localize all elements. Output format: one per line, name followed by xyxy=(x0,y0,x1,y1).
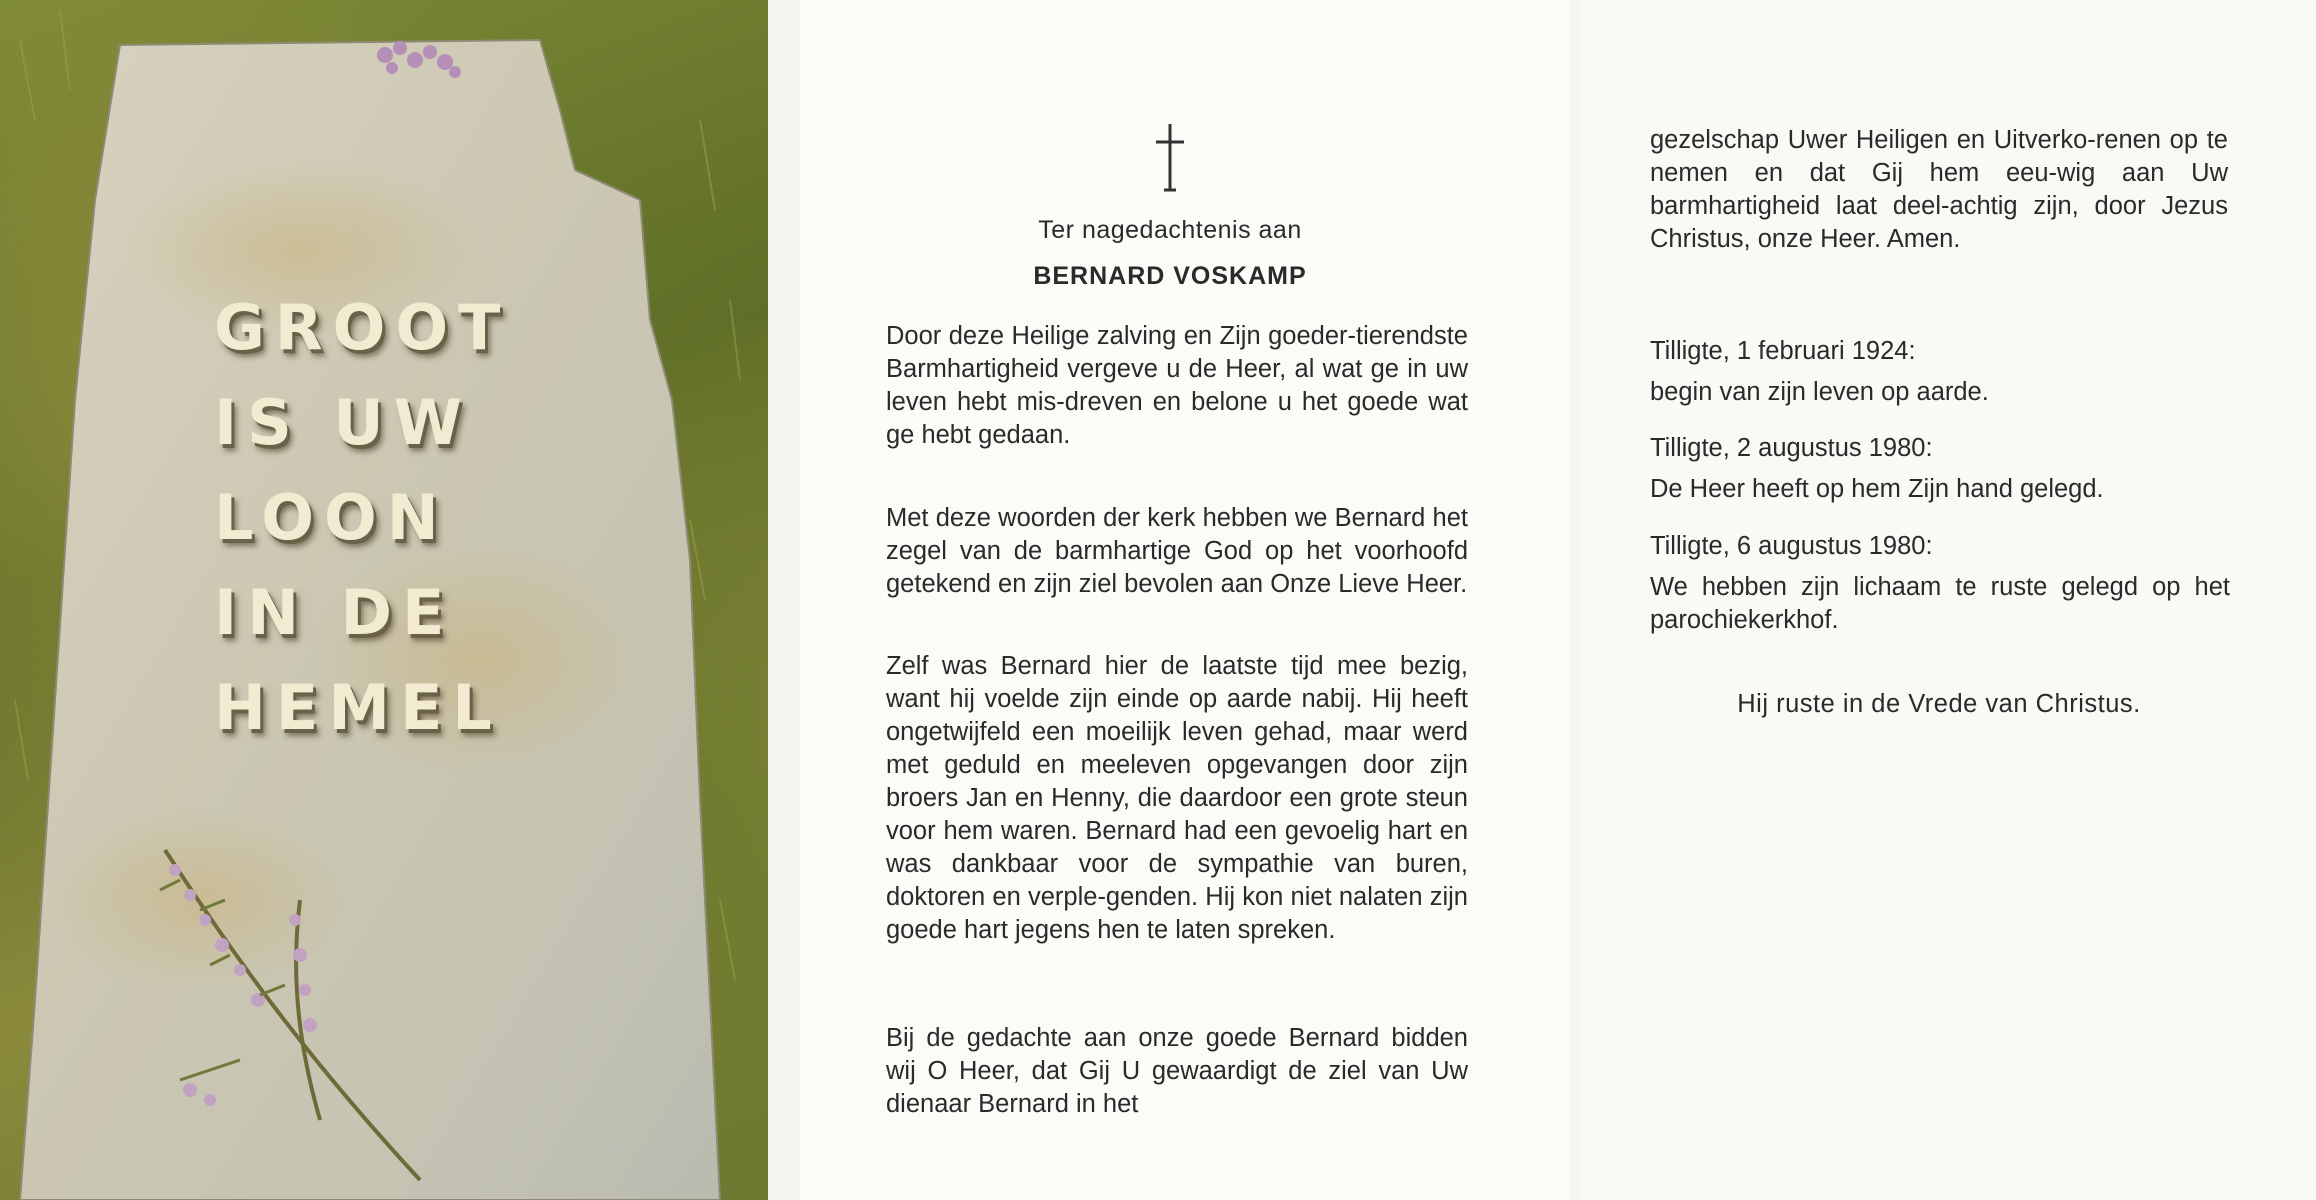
paragraph-4: Bij de gedachte aan onze goede Bernard bidden wij O Heer, dat Gij U gewaardigt de ziel van Uw dienaar Bernard in het xyxy=(886,1024,1468,1118)
paragraph-3: Zelf was Bernard hier de laatste tijd mee bezig, want hij voelde zijn einde op aarde nabij. Hij heeft ongetwijfeld een moeilijk leven gehad, maar werd met geduld en meeleven opgevangen door zijn broers Jan en Henny, die daardoor een grote steun voor hem waren. Bernard had een gevoelig hart en was dankbaar voor de sympathie van buren, doktoren en verple-genden. Hij kon niet nalaten zijn goede hart jegens hen te laten spreken. xyxy=(886,652,1468,944)
intro-heading: Ter nagedachtenis aan xyxy=(1038,216,1302,244)
inscription-line: LOON xyxy=(214,481,449,554)
date-death-text: De Heer heeft op hem Zijn hand gelegd. xyxy=(1650,475,2104,503)
inscription-line: GROOT xyxy=(214,291,511,364)
date-burial-text: We hebben zijn lichaam te ruste gelegd op het parochiekerkhof. xyxy=(1650,573,2230,634)
paragraph-2: Met deze woorden der kerk hebben we Bernard het zegel van de barmhartige God op het voorhoofd getekend en zijn ziel bevolen aan Onze Lieve Heer. xyxy=(886,504,1468,598)
date-birth-text: begin van zijn leven op aarde. xyxy=(1650,378,1989,406)
date-death: Tilligte, 2 augustus 1980: xyxy=(1650,434,1933,462)
inscription-line: HEMEL xyxy=(214,671,502,744)
date-birth: Tilligte, 1 februari 1924: xyxy=(1650,337,1916,365)
paragraph-1: Door deze Heilige zalving en Zijn goeder-tierendste Barmhartigheid vergeve u de Heer, al wat ge in uw leven hebt mis-dreven en belone u het goede wat ge hebt gedaan. xyxy=(886,322,1468,449)
prayer-continuation: gezelschap Uwer Heiligen en Uitverko-renen op te nemen en dat Gij hem eeu-wig aan Uw barmhartigheid laat deel-achtig zijn, door Jezus Christus, onze Heer. Amen. xyxy=(1650,126,2228,253)
closing-line: Hij ruste in de Vrede van Christus. xyxy=(1737,690,2141,718)
latin-cross-icon xyxy=(1150,122,1190,192)
inscription-line: IN DE xyxy=(214,576,455,649)
memorial-photo xyxy=(0,0,768,1200)
inscription-line: IS UW xyxy=(214,386,473,459)
deceased-name: BERNARD VOSKAMP xyxy=(1033,262,1307,290)
date-burial: Tilligte, 6 augustus 1980: xyxy=(1650,532,1933,560)
stone-inscription xyxy=(214,280,510,755)
